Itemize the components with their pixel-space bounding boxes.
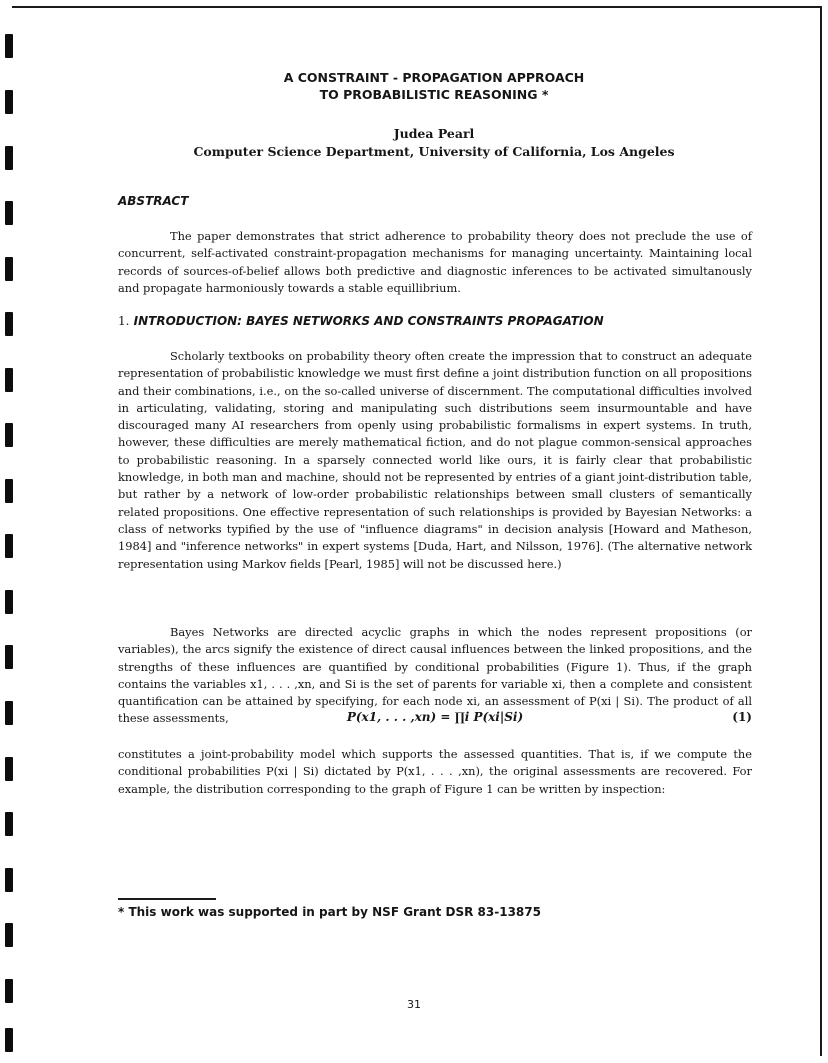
- binding-mark: [5, 923, 13, 947]
- binding-mark: [5, 868, 13, 892]
- equation-number: (1): [732, 710, 752, 724]
- binding-mark: [5, 701, 13, 725]
- binding-mark: [5, 757, 13, 781]
- byline: [118, 125, 750, 160]
- binding-mark: [5, 146, 13, 170]
- intro-paragraph-1: Scholarly textbooks on probability theory often create the impression that to construct an adequate representation of probabilistic knowledge we must first define a joint distribution function on all propositions and their combinations, i.e., on the so-called universe of discernment. The computational difficulties involved in articulating, validating, storing and manipulating such distributions seem insurmountable and have discouraged many AI researchers from openly using probabilistic formalisms in expert systems. In truth, however, these difficulties are merely mathematical fiction, and do not plague common-sensical approaches to probabilistic reasoning. In a sparsely connected world like ours, it is fairly clear that probabilistic knowledge, in both man and machine, should not be represented by entries of a giant joint-distribution table, but rather by a network of low-order probabilistic relationships between small clusters of semantically related propositions. One effective representation of such relationships is provided by Bayesian Networks: a class of networks typified by the use of "influence diagrams" in decision analysis [Howard and Matheson, 1984] and "inference networks" in expert systems [Duda, Hart, and Nilsson, 1976]. (The alternative network representation using Markov fields [Pearl, 1985] will not be discussed here.): [118, 349, 752, 571]
- title-line: TO PROBABILISTIC REASONING *: [319, 86, 549, 102]
- page-border-top: [12, 6, 822, 8]
- intro-paragraph-3: constitutes a joint-probability model which supports the assessed quantities. That is, if we compute the conditional probabilities P(xi | Si) dictated by P(x1, . . . ,xn), the original assessments are recovered. For example, the distribution corresponding to the graph of Figure 1 can be written by inspection:: [118, 747, 752, 796]
- equation-body: P(x1, . . . ,xn) = ∏i P(xi|Si): [346, 710, 524, 724]
- binding-mark: [5, 645, 13, 669]
- binding-mark: [5, 257, 13, 281]
- title-line: A CONSTRAINT - PROPAGATION APPROACH: [283, 70, 585, 85]
- section-title: INTRODUCTION: BAYES NETWORKS AND CONSTRAINTS PROPAGATION: [133, 314, 604, 328]
- binding-mark: [5, 201, 13, 225]
- affiliation: Computer Science Department, University of California, Los Angeles: [193, 143, 675, 159]
- binding-mark: [5, 368, 13, 392]
- abstract-heading: ABSTRACT: [118, 194, 189, 208]
- binding-mark: [5, 534, 13, 558]
- footnote: * This work was supported in part by NSF Grant DSR 83-13875: [118, 905, 541, 919]
- intro-paragraph-2: Bayes Networks are directed acyclic graphs in which the nodes represent propositions (or variables), the arcs signify the existence of direct causal influences between the linked propositions, and the strengths of these influences are quantified by conditional probabilities (Figure 1). Thus, if the graph contains the variables x1, . . . ,xn, and Si is the set of parents for variable xi, then a complete and consistent quantification can be attained by specifying, for each node xi, an assessment of P(xi | Si). The product of all these assessments,: [118, 625, 752, 726]
- binding-mark: [5, 479, 13, 503]
- binding-mark: [5, 1028, 13, 1052]
- paper-title: [118, 70, 750, 103]
- binding-mark: [5, 590, 13, 614]
- binding-mark: [5, 34, 13, 58]
- author: Judea Pearl: [393, 126, 475, 141]
- page-border-right: [820, 6, 822, 1056]
- binding-mark: [5, 312, 13, 336]
- abstract-text: The paper demonstrates that strict adherence to probability theory does not preclude the use of concurrent, self-activated constraint-propagation mechanisms for managing uncertainty. Maintaining local records of sources-of-belief allows both predictive and diagnostic inferences to be activated simultanously and propagate harmoniously towards a stable equillibrium.: [118, 229, 752, 295]
- equation-1: [118, 708, 752, 736]
- binding-mark: [5, 812, 13, 836]
- binding-mark: [5, 90, 13, 114]
- binding-mark: [5, 423, 13, 447]
- section-heading: [118, 314, 604, 328]
- page-number: 31: [407, 998, 421, 1011]
- section-number: 1.: [118, 314, 130, 328]
- footnote-rule: [118, 898, 216, 900]
